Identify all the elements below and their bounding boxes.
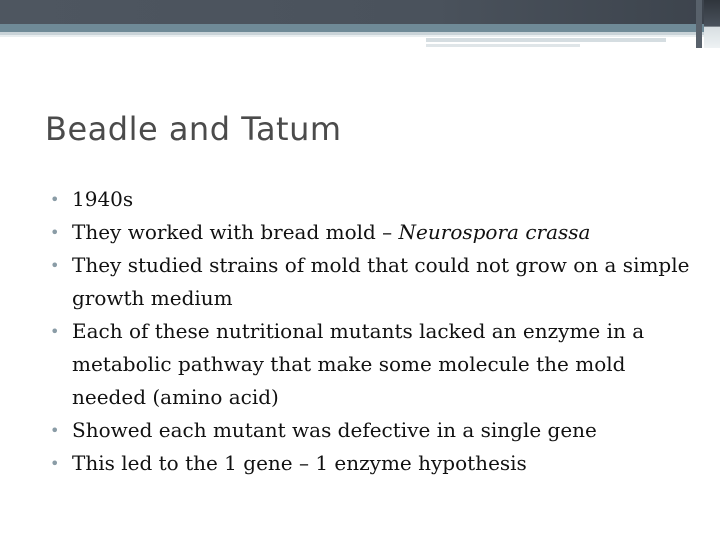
bullet-text: Showed each mutant was defective in a single gene — [72, 418, 597, 442]
bullet-item — [50, 183, 690, 216]
bullet-item — [50, 414, 690, 447]
bullet-icon: • — [50, 256, 60, 275]
bullet-item — [50, 315, 690, 414]
bullet-item — [50, 249, 690, 315]
header-accent-bar — [426, 38, 666, 42]
bullet-text: This led to the 1 gene – 1 enzyme hypothesis — [72, 451, 527, 475]
bullet-text: They studied strains of mold that could not grow on a simple growth medium — [72, 253, 690, 310]
bullet-item — [50, 216, 690, 249]
header-right-pillar-edge — [704, 0, 720, 48]
bullet-text: 1940s — [72, 187, 134, 211]
bullet-text: Each of these nutritional mutants lacked an enzyme in a metabolic pathway that make some molecule the mold needed (amino acid) — [72, 319, 645, 409]
header-band-dark — [0, 0, 720, 24]
bullet-icon: • — [50, 322, 60, 341]
header-right-pillar — [696, 0, 702, 48]
header-band-line — [0, 35, 720, 37]
bullet-icon: • — [50, 421, 60, 440]
bullet-list — [50, 183, 690, 480]
header-band-teal — [0, 24, 720, 32]
bullet-icon: • — [50, 454, 60, 473]
bullet-icon: • — [50, 190, 60, 209]
bullet-icon: • — [50, 223, 60, 242]
species-name: Neurospora crassa — [398, 220, 591, 244]
bullet-item — [50, 447, 690, 480]
header-accent-bar-short — [426, 44, 580, 47]
bullet-text: They worked with bread mold – — [72, 220, 399, 244]
slide-title: Beadle and Tatum — [45, 110, 342, 148]
